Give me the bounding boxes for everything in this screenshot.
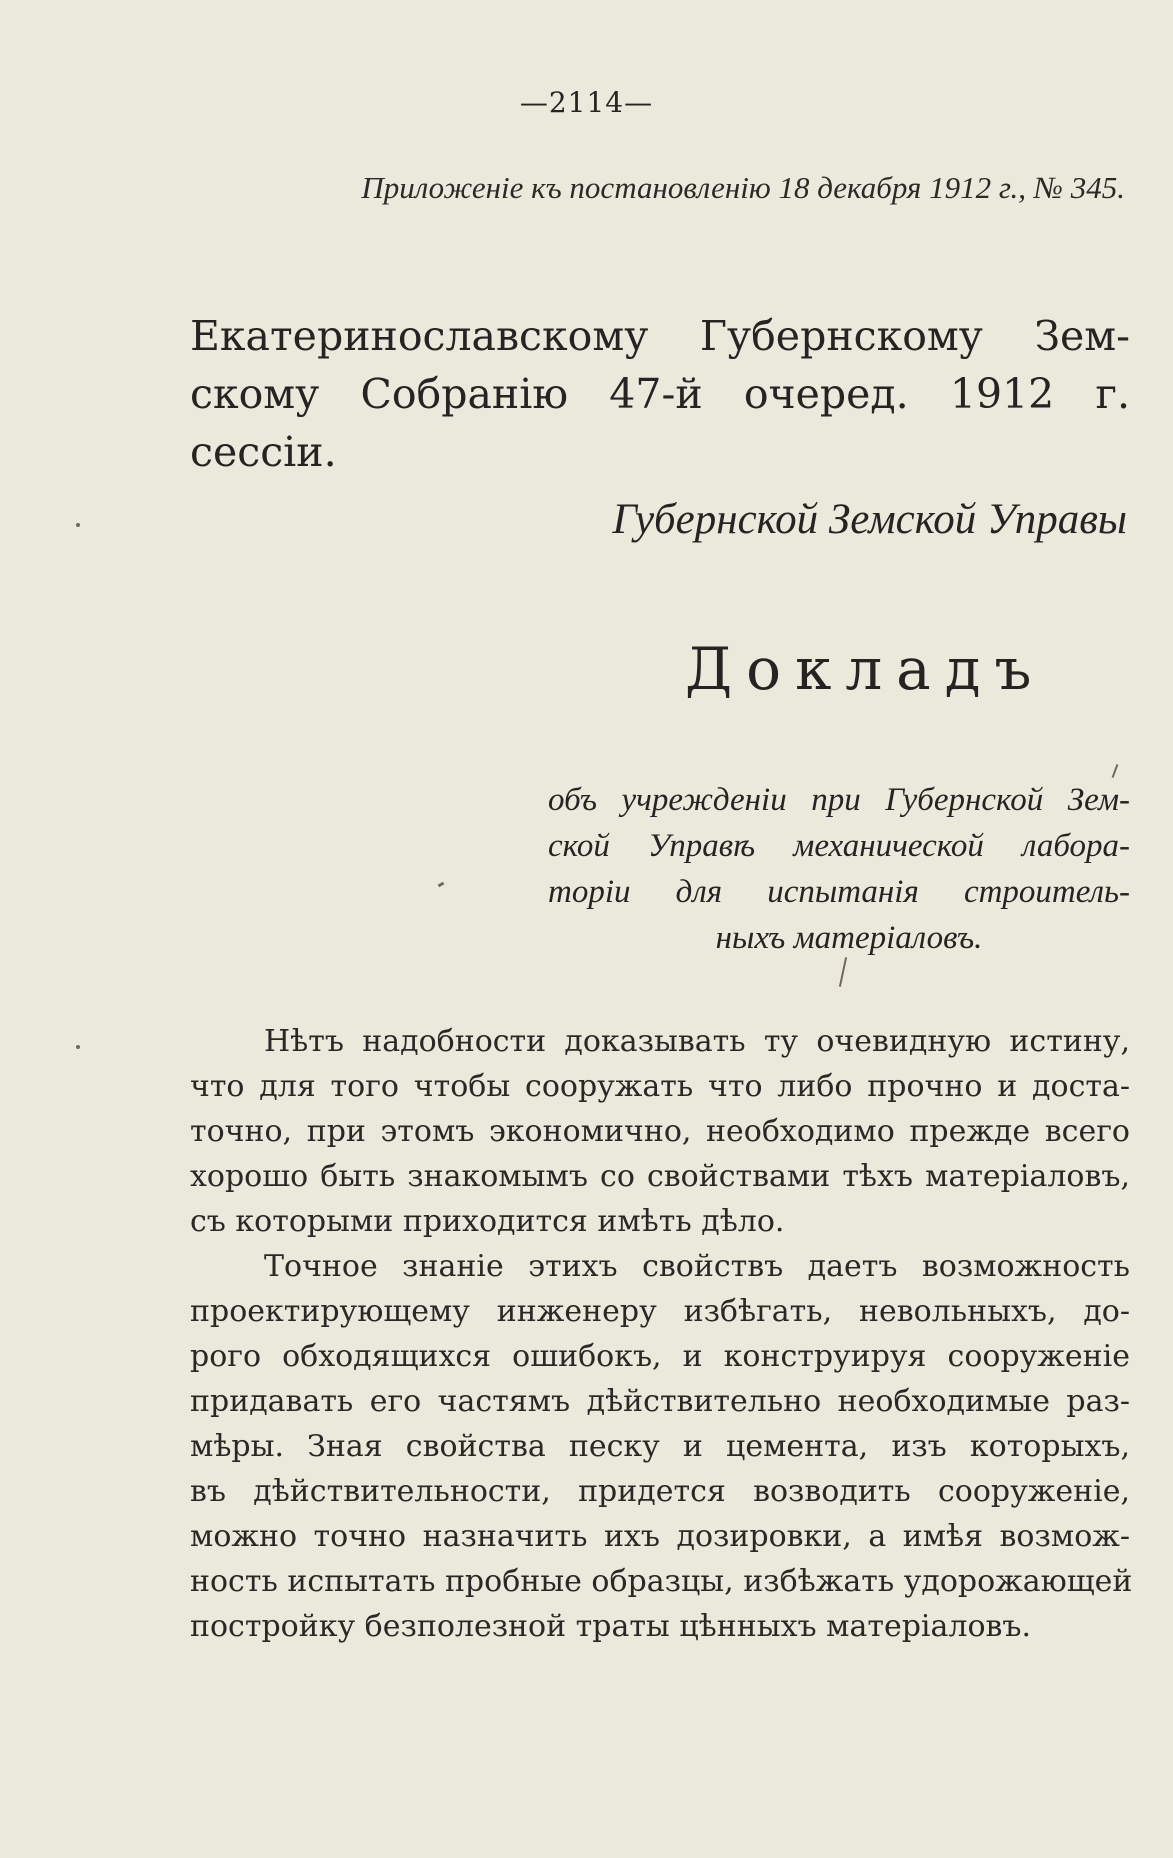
- text-line: проектирующему инженеру избѣгать, невольныхъ, до-: [190, 1294, 1130, 1329]
- ink-mark: [438, 882, 445, 888]
- ink-mark: [1112, 764, 1119, 778]
- text-line: Нѣтъ надобности доказывать ту очевидную истину,: [264, 1024, 1130, 1059]
- subject-line: ской Управѣ механической лабора-: [548, 828, 1130, 864]
- addressee-line: Екатеринославскому Губернскому Зем-: [190, 312, 1130, 360]
- text-line: мѣры. Зная свойства песку и цемента, изъ которыхъ,: [190, 1429, 1130, 1464]
- ink-mark: [76, 523, 80, 527]
- appendix-note: Приложеніе къ постановленію 18 декабря 1912 г., № 345.: [361, 170, 1125, 205]
- page-number: —2114—: [519, 86, 654, 119]
- body-text: [190, 1019, 1133, 1649]
- text-line: придавать его частямъ дѣйствительно необходимые раз-: [190, 1384, 1130, 1419]
- subject-line: торіи для испытанія строитель-: [548, 874, 1130, 910]
- ink-mark: [839, 957, 847, 987]
- text-line: точно, при этомъ экономично, необходимо прежде всего: [190, 1114, 1130, 1149]
- addressee-line: скому Собранію 47-й очеред. 1912 г. сессіи.: [190, 370, 1130, 476]
- document-title: Докладъ: [685, 635, 1046, 703]
- report-subject: [548, 777, 1130, 961]
- board-heading: Губернской Земской Управы: [612, 496, 1127, 543]
- text-line: рого обходящихся ошибокъ, и конструируя сооруженіе: [190, 1339, 1130, 1374]
- subject-line: ныхъ матеріаловъ.: [715, 920, 983, 956]
- text-line: постройку безполезной траты цѣнныхъ матеріаловъ.: [190, 1609, 1032, 1644]
- text-line: можно точно назначить ихъ дозировки, а имѣя возмож-: [190, 1519, 1130, 1554]
- text-line: что для того чтобы сооружать что либо прочно и доста-: [190, 1069, 1130, 1104]
- text-line: въ дѣйствительности, придется возводить сооруженіе,: [190, 1474, 1130, 1509]
- text-line: съ которыми приходится имѣть дѣло.: [190, 1204, 785, 1239]
- text-line: хорошо быть знакомымъ со свойствами тѣхъ матеріаловъ,: [190, 1159, 1130, 1194]
- ink-mark: [76, 1045, 80, 1049]
- paragraph-2: [190, 1244, 1133, 1649]
- subject-line: объ учрежденіи при Губернской Зем-: [548, 782, 1130, 818]
- addressee-heading: [190, 307, 1130, 481]
- text-line: ность испытать пробные образцы, избѣжать удорожающей: [190, 1564, 1133, 1599]
- paragraph-1: [190, 1019, 1130, 1244]
- text-line: Точное знаніе этихъ свойствъ даетъ возможность: [264, 1249, 1130, 1284]
